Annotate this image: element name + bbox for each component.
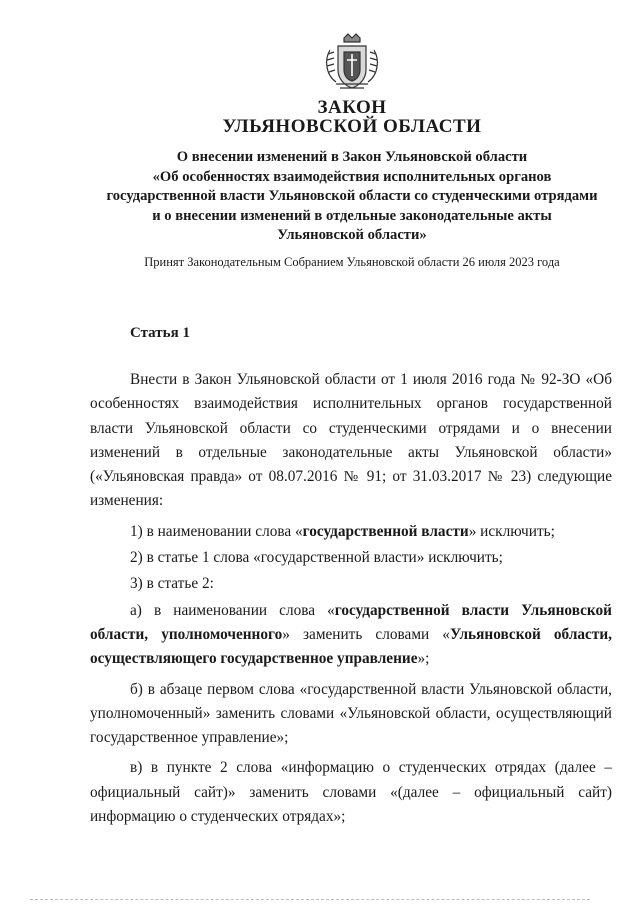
subtitle-line: О внесении изменений в Закон Ульяновской области bbox=[176, 149, 528, 165]
paragraph-subitem-b: б) в абзаце первом слова «государственной власти Ульяновской области, уполномоченный» заменить словами «Ульяновской области, осуществляющий государственное управление»; bbox=[90, 680, 612, 747]
paragraph-item-3: 3) в статье 2: bbox=[130, 575, 214, 593]
subtitle-line: «Об особенностях взаимодействия исполнительных органов bbox=[152, 168, 552, 185]
paragraph-subitem-a: а) в наименовании слова «государственной власти Ульяновской области, уполномоченного» заменить словами «Ульяновской области, осуществляющего государственное управление»; bbox=[90, 601, 612, 668]
article-heading: Статья 1 bbox=[130, 325, 190, 341]
article-body bbox=[90, 368, 612, 835]
document-title-line-1: ЗАКОН bbox=[317, 97, 387, 118]
paragraph-item-2: 2) в статье 1 слова «государственной власти» исключить; bbox=[130, 549, 503, 567]
page-bottom-edge bbox=[30, 899, 590, 901]
paragraph-intro: Внести в Закон Ульяновской области от 1 июля 2016 года № 92-ЗО «Об особенностях взаимодействия исполнительных органов государственной власти Ульяновской области со студенческими отрядами и о внесении изменений в отдельные законодательные акты Ульяновской области» («Ульяновская правда» от 08.07.2016 № 91; от 31.03.2017 № 23) следующие изменения: bbox=[90, 371, 612, 510]
document-title-line-2: УЛЬЯНОВСКОЙ ОБЛАСТИ bbox=[222, 116, 482, 137]
subtitle-line: Ульяновской области» bbox=[277, 227, 427, 243]
paragraph-subitem-v: в) в пункте 2 слова «информацию о студенческих отрядах (далее – официальный сайт)» заменить словами «(далее – официальный сайт) информацию о студенческих отрядах»; bbox=[90, 759, 612, 826]
subtitle-line: и о внесении изменений в отдельные законодательные акты bbox=[152, 207, 552, 224]
adoption-note: Принят Законодательным Собранием Ульяновской области 26 июля 2023 года bbox=[144, 255, 560, 269]
subtitle-line: государственной власти Ульяновской области со студенческими отрядами bbox=[106, 188, 598, 204]
paragraph-item-1: 1) в наименовании слова «государственной власти» исключить; bbox=[130, 522, 555, 540]
law-subtitle bbox=[80, 148, 624, 246]
coat-of-arms-emblem bbox=[322, 30, 382, 92]
